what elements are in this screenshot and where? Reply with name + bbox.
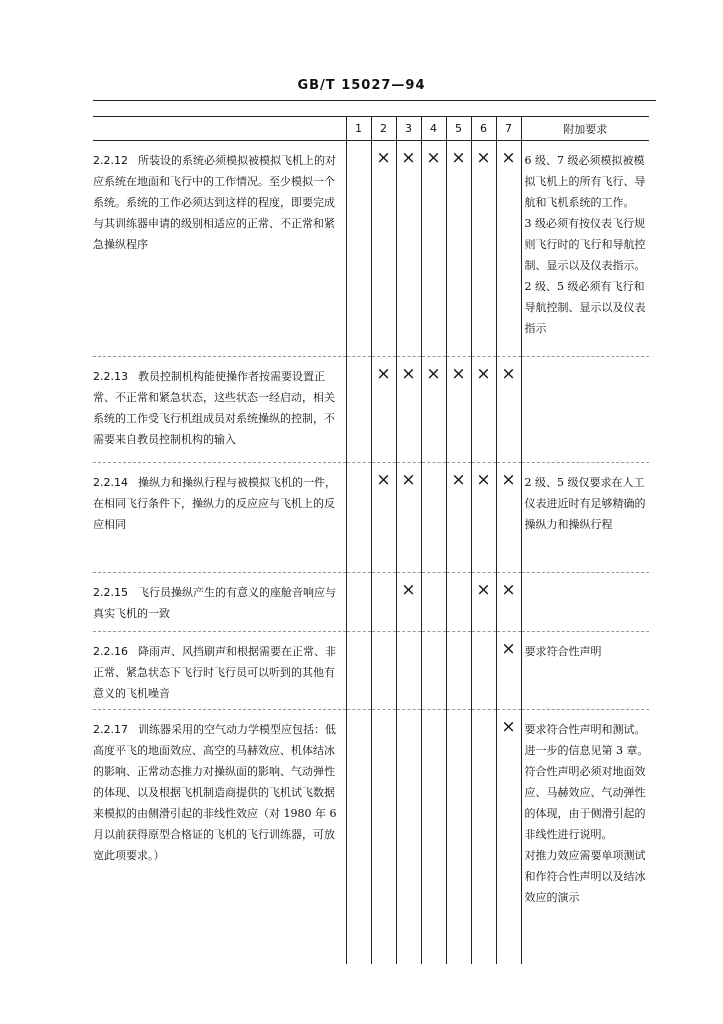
- level-mark: ×: [396, 573, 421, 632]
- level-mark: [396, 632, 421, 710]
- header-additional-requirements: 附加要求: [521, 117, 649, 141]
- level-mark: ×: [446, 463, 471, 573]
- level-mark: ×: [371, 357, 396, 463]
- standard-number-header: GB/T 15027—94: [297, 78, 426, 93]
- level-mark: ×: [471, 141, 496, 357]
- level-mark: [346, 141, 371, 357]
- level-mark: [421, 573, 446, 632]
- additional-requirement-cell: [521, 141, 649, 357]
- level-mark: [346, 632, 371, 710]
- level-mark: [421, 463, 446, 573]
- item-number: 2.2.15: [93, 586, 128, 599]
- item-cell: [93, 632, 346, 710]
- additional-requirement-cell: [521, 463, 649, 573]
- level-mark: ×: [496, 632, 521, 710]
- requirement-text: 要求符合性声明和测试。: [524, 723, 646, 736]
- table-row: [93, 632, 649, 710]
- requirement-text: 符合性声明必须对地面效应、马赫效应、气动弹性的体现，由于侧滑引起的非线性进行说明。: [524, 765, 646, 841]
- level-mark: ×: [496, 463, 521, 573]
- item-number: 2.2.17: [93, 723, 128, 736]
- level-mark: ×: [371, 463, 396, 573]
- item-number: 2.2.16: [93, 645, 128, 658]
- level-mark: [421, 632, 446, 710]
- level-mark: ×: [396, 141, 421, 357]
- header-item-cell: [93, 117, 346, 141]
- item-cell: [93, 463, 346, 573]
- table-row: [93, 573, 649, 632]
- level-mark: [371, 632, 396, 710]
- item-number: 2.2.13: [93, 370, 128, 383]
- header-level-4: 4: [421, 117, 446, 141]
- header-rule: [93, 100, 656, 101]
- level-mark: ×: [446, 141, 471, 357]
- table-row: [93, 463, 649, 573]
- level-mark: [421, 710, 446, 965]
- item-text: 训练器采用的空气动力学模型应包括：低高度平飞的地面效应、高空的马赫效应、机体结冰的影响、正常动态推力对操纵面的影响、气动弹性的体现、以及根据飞机制造商提供的飞机试飞数据来模拟的由侧滑引起的非线性效应（对 1980 年 6 月以前获得原型合格证的飞机的飞行训练器，可放宽此项要求。）: [93, 723, 337, 862]
- requirements-table: [93, 116, 649, 964]
- item-cell: [93, 573, 346, 632]
- level-mark: ×: [421, 357, 446, 463]
- item-text: 降雨声、风挡刷声和根据需要在正常、非正常、紧急状态下飞行时飞行员可以听到的其他有意义的飞机噪音: [93, 645, 336, 700]
- additional-requirement-cell: [521, 357, 649, 463]
- header-level-5: 5: [446, 117, 471, 141]
- level-mark: [446, 573, 471, 632]
- level-mark: ×: [396, 357, 421, 463]
- item-number: 2.2.14: [93, 476, 128, 489]
- requirement-text: 3 级必须有按仪表飞行规则飞行时的飞行和导航控制、显示以及仪表指示。2 级、5 级必须有飞行和导航控制、显示以及仪表指示: [524, 217, 646, 335]
- header-level-6: 6: [471, 117, 496, 141]
- level-mark: [346, 573, 371, 632]
- level-mark: ×: [421, 141, 446, 357]
- item-cell: [93, 710, 346, 965]
- item-cell: [93, 357, 346, 463]
- level-mark: [446, 710, 471, 965]
- item-cell: [93, 141, 346, 357]
- level-mark: [346, 357, 371, 463]
- additional-requirement-cell: [521, 573, 649, 632]
- level-mark: [471, 710, 496, 965]
- requirement-text: 要求符合性声明: [524, 645, 602, 658]
- level-mark: ×: [446, 357, 471, 463]
- level-mark: ×: [371, 141, 396, 357]
- level-mark: ×: [496, 141, 521, 357]
- level-mark: [371, 573, 396, 632]
- level-mark: ×: [496, 357, 521, 463]
- requirement-text: 对推力效应需要单项测试和作符合性声明以及结冰效应的演示: [524, 849, 646, 904]
- level-mark: [346, 710, 371, 965]
- item-text: 飞行员操纵产生的有意义的座舱音响应与真实飞机的一致: [93, 586, 336, 620]
- level-mark: ×: [496, 573, 521, 632]
- level-mark: ×: [471, 463, 496, 573]
- header-level-2: 2: [371, 117, 396, 141]
- level-mark: ×: [471, 357, 496, 463]
- header-level-1: 1: [346, 117, 371, 141]
- level-mark: ×: [471, 573, 496, 632]
- level-mark: [471, 632, 496, 710]
- header-level-7: 7: [496, 117, 521, 141]
- level-mark: [396, 710, 421, 965]
- table-row: [93, 141, 649, 357]
- level-mark: [371, 710, 396, 965]
- table-header-row: [93, 117, 649, 141]
- level-mark: ×: [396, 463, 421, 573]
- level-mark: ×: [496, 710, 521, 965]
- item-number: 2.2.12: [93, 154, 128, 167]
- table-row: [93, 710, 649, 965]
- requirement-text: 2 级、5 级仅要求在人工仪表进近时有足够精确的操纵力和操纵行程: [524, 476, 646, 531]
- requirement-text: 6 级、7 级必须模拟被模拟飞机上的所有飞行、导航和飞机系统的工作。: [524, 154, 646, 209]
- header-level-3: 3: [396, 117, 421, 141]
- level-mark: [346, 463, 371, 573]
- additional-requirement-cell: [521, 710, 649, 965]
- requirement-text: 进一步的信息见第 3 章。: [524, 744, 649, 757]
- item-text: 所装设的系统必须模拟被模拟飞机上的对应系统在地面和飞行中的工作情况。至少模拟一个系统。系统的工作必须达到这样的程度，即要完成与其训练器申请的级别相适应的正常、不正常和紧急操纵程序: [93, 154, 336, 251]
- item-text: 操纵力和操纵行程与被模拟飞机的一件，在相同飞行条件下，操纵力的反应应与飞机上的反应相同: [93, 476, 336, 531]
- table-row: [93, 357, 649, 463]
- level-mark: [446, 632, 471, 710]
- item-text: 教员控制机构能使操作者按需要设置正常、不正常和紧急状态，这些状态一经启动，相关系统的工作受飞行机组成员对系统操纵的控制，不需要来自教员控制机构的输入: [93, 370, 335, 446]
- additional-requirement-cell: [521, 632, 649, 710]
